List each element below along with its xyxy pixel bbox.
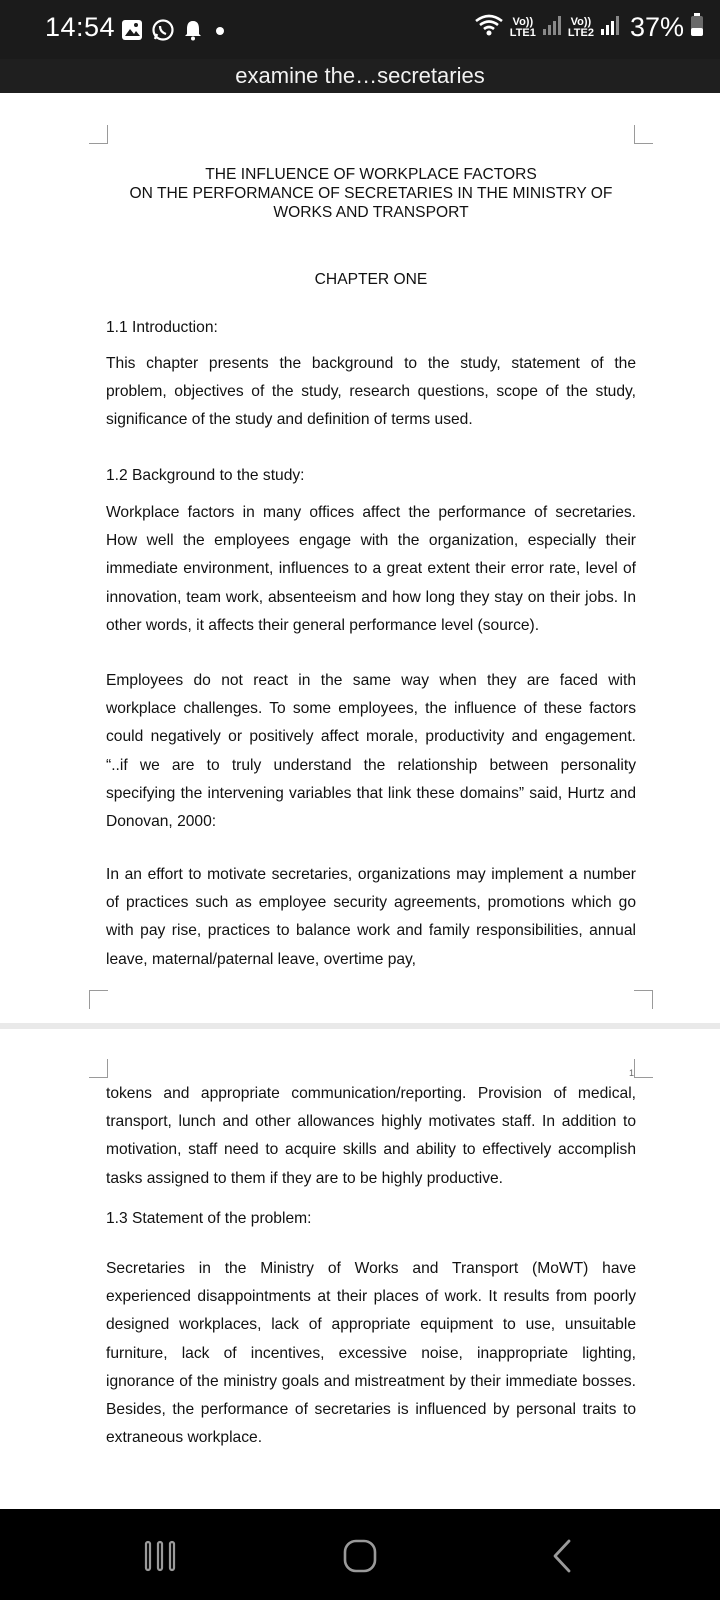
paragraph: Workplace factors in many offices affect the performance of secretaries. How well the employees engage with the organization, especially their immediate environment, influences to a great extent their error rate, level of innovation, team work, absenteeism and how long they stay on their jobs. In other words, it affects their general performance level (source). — [106, 504, 636, 634]
paragraph: Employees do not react in the same way when they are faced with workplace challenges. To some employees, the influence of these factors could negatively or positively affect morale, productivity and engagement. “..if we are to truly understand the relationship between personality specifying the intervening variables that link these domains” said, Hurtz and Donovan, 2000: — [106, 672, 636, 831]
page-corner-mark — [89, 125, 108, 144]
page-corner-mark — [634, 125, 653, 144]
battery-percent: 37% — [629, 12, 684, 42]
dot-icon — [211, 19, 227, 46]
recent-apps-button[interactable] — [135, 1531, 185, 1581]
whatsapp-icon — [151, 18, 175, 47]
page-corner-mark — [89, 990, 108, 1009]
page-corner-mark — [89, 1059, 108, 1078]
clock: 14:54 — [45, 12, 116, 42]
notification-bell-icon — [183, 19, 203, 46]
document-view[interactable] — [0, 93, 720, 1509]
home-icon — [342, 1538, 378, 1574]
page-corner-mark — [634, 990, 653, 1009]
signal-icon-sim1 — [542, 14, 562, 41]
section-heading-1-3: 1.3 Statement of the problem: — [106, 1210, 312, 1227]
paragraph: In an effort to motivate secretaries, organizations may implement a number of practices such as employee security agreements, promotions which go with pay rise, practices to balance work and family responsibilities, annual leave, maternal/paternal leave, overtime pay, — [106, 866, 636, 968]
status-bar — [0, 0, 720, 59]
page-number: 1 — [629, 1068, 635, 1078]
document-title-bar[interactable]: examine the…secretaries — [0, 59, 720, 93]
signal-icon-sim2 — [600, 14, 620, 41]
page-1 — [0, 93, 720, 1023]
recent-apps-icon — [143, 1539, 177, 1573]
gallery-icon — [121, 19, 143, 46]
system-indicators — [474, 12, 704, 43]
sim2-network: Vo)) LTE2 — [567, 15, 594, 39]
notification-icons — [121, 18, 227, 47]
back-button[interactable] — [537, 1531, 587, 1581]
document-title: THE INFLUENCE OF WORKPLACE FACTORS ON THE PERFORMANCE OF SECRETARIES IN THE MINISTRY OF WORKS AND TRANSPORT — [129, 166, 613, 221]
page-2 — [0, 1029, 720, 1509]
chapter-heading: CHAPTER ONE — [314, 271, 428, 288]
section-heading-1-1: 1.1 Introduction: — [106, 319, 218, 336]
wifi-icon — [474, 12, 504, 43]
section-heading-1-2: 1.2 Background to the study: — [106, 467, 305, 484]
page-corner-mark — [634, 1059, 653, 1078]
paragraph: tokens and appropriate communication/reporting. Provision of medical, transport, lunch and other allowances highly motivates staff. In addition to motivation, staff need to acquire skills and ability to effectively accomplish tasks assigned to them if they are to be highly productive. — [106, 1085, 636, 1187]
home-button[interactable] — [335, 1531, 385, 1581]
paragraph: Secretaries in the Ministry of Works and Transport (MoWT) have experienced disappointments at their places of work. It results from poorly designed workplaces, lack of appropriate equipment to use, unsuitable furniture, lack of incentives, excessive noise, inappropriate lighting, ignorance of the ministry goals and mistreatment by their immediate bosses. Besides, the performance of secretaries is influenced by personal traits to extraneous workplace. — [106, 1260, 636, 1447]
back-icon — [547, 1538, 577, 1574]
battery-icon — [690, 13, 704, 42]
navigation-bar — [0, 1509, 720, 1600]
paragraph: This chapter presents the background to the study, statement of the problem, objectives of the study, research questions, scope of the study, significance of the study and definition of terms used. — [106, 355, 636, 429]
sim1-network: Vo)) LTE1 — [509, 15, 536, 39]
